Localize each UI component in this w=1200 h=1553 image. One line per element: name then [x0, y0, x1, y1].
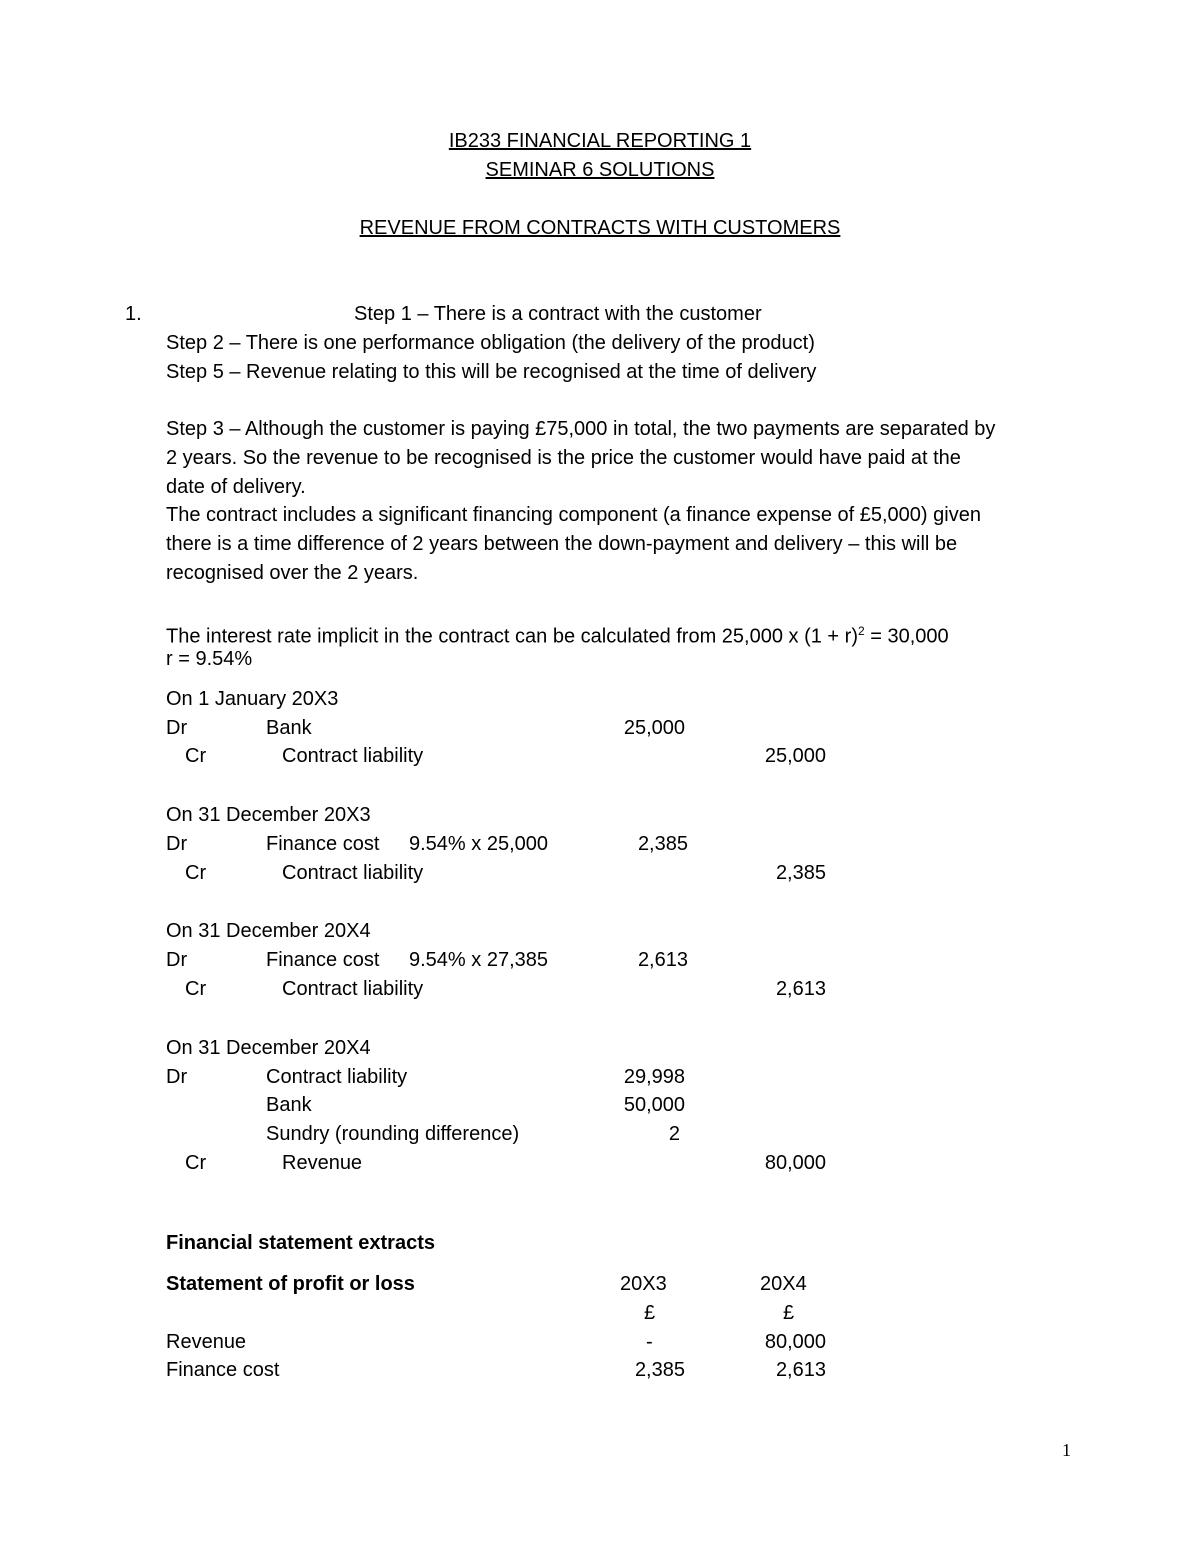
journal-date: On 31 December 20X4 [166, 1037, 371, 1059]
cr-account: Contract liability [282, 862, 424, 884]
question-number: 1. [125, 303, 142, 325]
dr-label: Dr [166, 949, 188, 971]
column-header-20x3: 20X3 [620, 1273, 667, 1295]
cr-amount: 2,613 [775, 978, 826, 1000]
dr-amount: 2,385 [637, 833, 688, 855]
journal-date: On 1 January 20X3 [166, 688, 339, 710]
dr-account: Sundry (rounding difference) [266, 1123, 520, 1145]
interest-formula-text: The interest rate implicit in the contract can be calculated from 25,000 x (1 + r) [166, 625, 858, 648]
cr-amount: 80,000 [764, 1152, 826, 1174]
cr-label: Cr [185, 1152, 207, 1174]
dr-label: Dr [166, 1066, 188, 1088]
statement-title: Statement of profit or loss [166, 1273, 415, 1295]
row-label-finance-cost: Finance cost [166, 1359, 280, 1381]
document-title: IB233 FINANCIAL REPORTING 1 [448, 130, 752, 152]
row-label-revenue: Revenue [166, 1331, 247, 1353]
dr-amount: 2,613 [637, 949, 688, 971]
dr-account: Bank [266, 1094, 312, 1116]
dr-calculation: 9.54% x 27,385 [409, 949, 548, 971]
page-number: 1 [1062, 1440, 1071, 1460]
section-heading: REVENUE FROM CONTRACTS WITH CUSTOMERS [359, 217, 841, 239]
value-20x4: 2,613 [775, 1359, 826, 1381]
dr-account: Contract liability [266, 1066, 408, 1088]
cr-account: Contract liability [282, 978, 424, 1000]
dr-label: Dr [166, 717, 188, 739]
value-20x4: 80,000 [764, 1331, 826, 1353]
financing-line: recognised over the 2 years. [166, 562, 419, 584]
cr-account: Contract liability [282, 745, 424, 767]
column-header-20x4: 20X4 [760, 1273, 807, 1295]
financing-line: The contract includes a significant financing component (a finance expense of £5,000) given [166, 504, 981, 526]
cr-account: Revenue [282, 1152, 363, 1174]
document-subtitle: SEMINAR 6 SOLUTIONS [485, 159, 715, 181]
value-20x3: 2,385 [634, 1359, 685, 1381]
step-2: Step 2 – There is one performance obligation (the delivery of the product) [166, 332, 815, 354]
cr-amount: 25,000 [764, 745, 826, 767]
currency-label: £ [644, 1302, 656, 1324]
dr-amount: 25,000 [623, 717, 685, 739]
step-3-line: date of delivery. [166, 476, 306, 498]
step-1: Step 1 – There is a contract with the customer [354, 303, 762, 325]
step-3-line: Step 3 – Although the customer is paying £75,000 in total, the two payments are separated by [166, 418, 996, 440]
cr-amount: 2,385 [775, 862, 826, 884]
interest-exponent: 2 [858, 624, 865, 638]
dr-amount: 50,000 [623, 1094, 685, 1116]
cr-label: Cr [185, 745, 207, 767]
interest-formula [166, 619, 949, 649]
cr-label: Cr [185, 978, 207, 1000]
currency-label: £ [783, 1302, 795, 1324]
step-3-line: 2 years. So the revenue to be recognised is the price the customer would have paid at the [166, 447, 961, 469]
dr-account: Finance cost [266, 833, 380, 855]
journal-date: On 31 December 20X4 [166, 920, 371, 942]
dr-calculation: 9.54% x 25,000 [409, 833, 548, 855]
journal-date: On 31 December 20X3 [166, 804, 371, 826]
financing-line: there is a time difference of 2 years between the down-payment and delivery – this will be [166, 533, 958, 555]
dr-account: Finance cost [266, 949, 380, 971]
dr-amount: 29,998 [623, 1066, 685, 1088]
step-5: Step 5 – Revenue relating to this will be recognised at the time of delivery [166, 361, 817, 383]
value-20x3: - [646, 1331, 653, 1353]
dr-label: Dr [166, 833, 188, 855]
interest-rate: r = 9.54% [166, 648, 253, 670]
extracts-heading: Financial statement extracts [166, 1232, 435, 1254]
dr-amount: 2 [668, 1123, 680, 1145]
cr-label: Cr [185, 862, 207, 884]
interest-formula-result: = 30,000 [864, 625, 949, 648]
dr-account: Bank [266, 717, 312, 739]
